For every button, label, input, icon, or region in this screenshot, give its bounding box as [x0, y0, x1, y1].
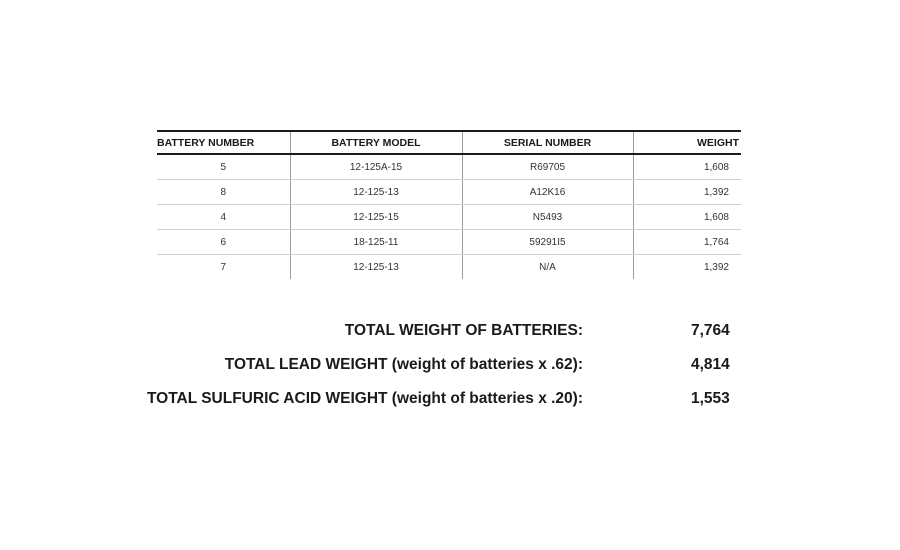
- serial-number-cell: A12K16: [462, 180, 633, 205]
- battery-model-cell: 12-125A-15: [290, 154, 462, 180]
- header-battery-model: BATTERY MODEL: [290, 131, 462, 154]
- totals-section: [0, 318, 900, 420]
- weight-cell: 1,392: [633, 180, 741, 205]
- table-body: [157, 154, 741, 279]
- table-row: [157, 154, 741, 180]
- battery-number-cell: 8: [157, 180, 290, 205]
- header-serial-number: SERIAL NUMBER: [462, 131, 633, 154]
- total-battery-weight-value: 7,764: [691, 322, 730, 339]
- weight-cell: 1,608: [633, 154, 741, 180]
- total-battery-weight-label: TOTAL WEIGHT OF BATTERIES:: [344, 322, 583, 339]
- header-row: [157, 131, 741, 154]
- total-acid-weight-row: [0, 386, 900, 420]
- serial-number-cell: N/A: [462, 255, 633, 280]
- table-row: [157, 180, 741, 205]
- table-row: [157, 255, 741, 280]
- header-battery-number: BATTERY NUMBER: [157, 131, 290, 154]
- total-lead-weight-value: 4,814: [691, 356, 730, 373]
- total-acid-weight-value: 1,553: [691, 390, 730, 407]
- battery-model-cell: 18-125-11: [290, 230, 462, 255]
- battery-table: [157, 130, 741, 279]
- header-weight: WEIGHT: [633, 131, 741, 154]
- serial-number-cell: 59291I5: [462, 230, 633, 255]
- weight-cell: 1,764: [633, 230, 741, 255]
- total-lead-weight-label: TOTAL LEAD WEIGHT (weight of batteries x .62):: [224, 356, 583, 373]
- battery-model-cell: 12-125-15: [290, 205, 462, 230]
- battery-model-cell: 12-125-13: [290, 255, 462, 280]
- total-acid-weight-label: TOTAL SULFURIC ACID WEIGHT (weight of batteries x .20):: [146, 390, 583, 407]
- total-lead-weight-row: [0, 352, 900, 386]
- table-row: [157, 230, 741, 255]
- serial-number-cell: R69705: [462, 154, 633, 180]
- weight-cell: 1,392: [633, 255, 741, 280]
- serial-number-cell: N5493: [462, 205, 633, 230]
- weight-cell: 1,608: [633, 205, 741, 230]
- table-row: [157, 205, 741, 230]
- table-header: [157, 131, 741, 154]
- battery-number-cell: 5: [157, 154, 290, 180]
- battery-number-cell: 4: [157, 205, 290, 230]
- total-battery-weight-row: [0, 318, 900, 352]
- battery-model-cell: 12-125-13: [290, 180, 462, 205]
- battery-number-cell: 7: [220, 261, 227, 273]
- battery-number-cell: 6: [157, 230, 290, 255]
